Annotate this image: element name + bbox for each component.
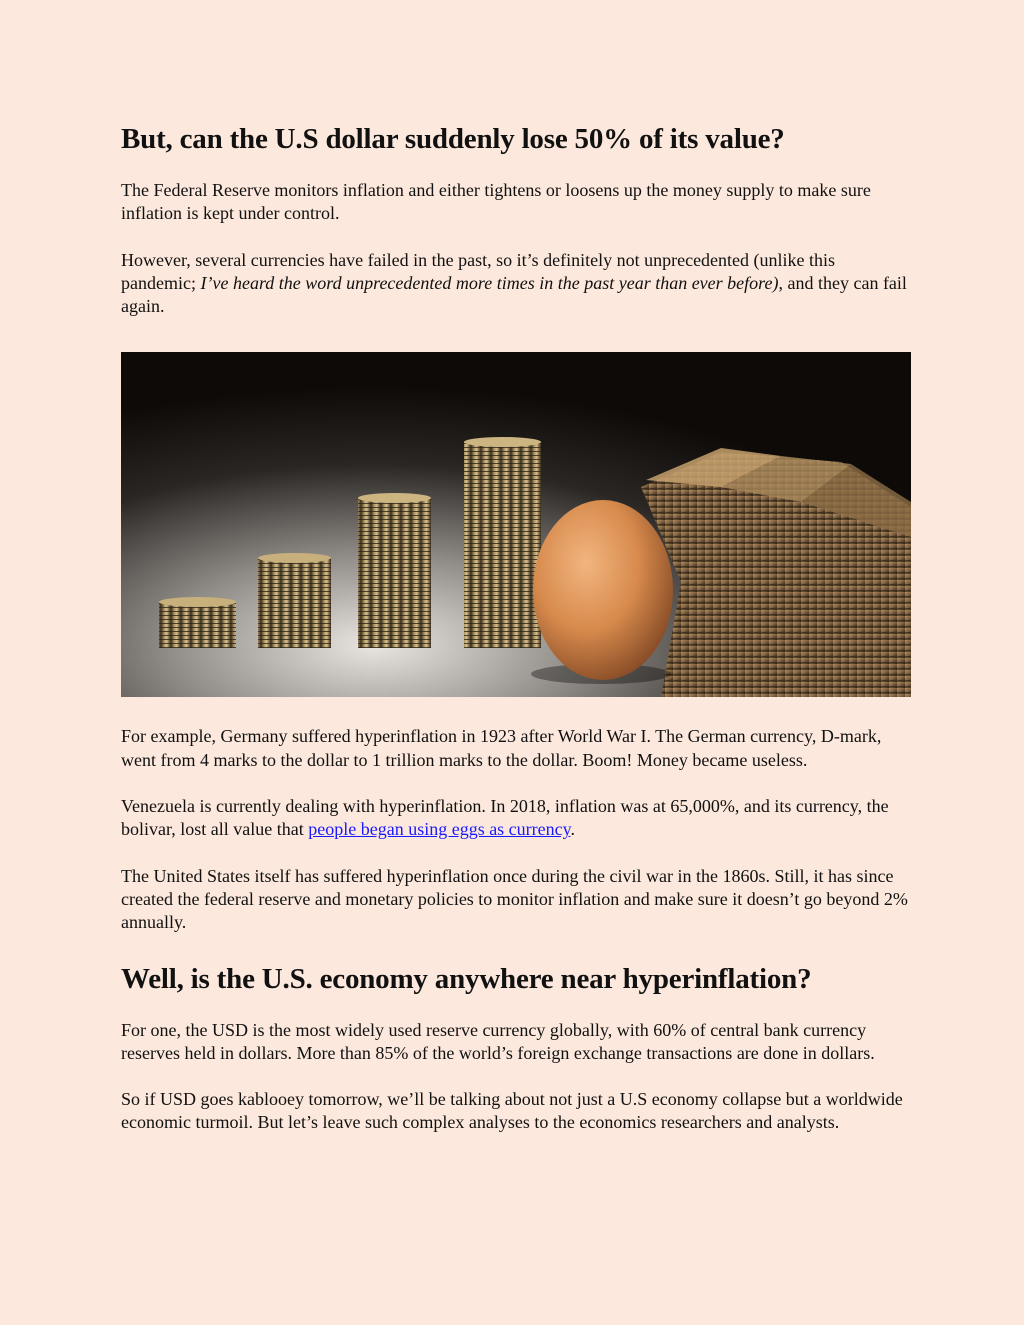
paragraph-text: Venezuela is currently dealing with hyperinflation. In 2018, inflation was at 65,000%, and its currency, the bolivar, lost all value that	[121, 796, 889, 840]
paragraph-kablooey: So if USD goes kablooey tomorrow, we’ll be talking about not just a U.S economy collapse but a worldwide economic turmoil. But let’s leave such complex analyses to the economics researchers and analysts.	[121, 1089, 903, 1133]
photo-illustration	[121, 352, 911, 697]
paragraph-text: , and they can fail again.	[121, 272, 907, 317]
coin-stack-1	[159, 597, 236, 648]
eggs-currency-link[interactable]: people began using eggs as currency	[308, 819, 571, 840]
section-heading-dollar-value: But, can the U.S dollar suddenly lose 50% of its value?	[121, 123, 785, 155]
paragraph-germany: For example, Germany suffered hyperinflation in 1923 after World War I. The German currency, D-mark, went from 4 marks to the dollar to 1 trillion marks to the dollar. Boom! Money became useless.	[121, 726, 882, 770]
paragraph-text: However, several currencies have failed in the past, so it’s definitely not unprecedented (unlike this pandemic;	[121, 249, 836, 293]
paragraph-failed-currencies	[121, 249, 911, 319]
paragraph-venezuela	[121, 795, 911, 842]
coin-stack-3	[358, 493, 431, 648]
article-body	[121, 120, 911, 1135]
coin-stack-4	[464, 437, 541, 648]
paragraph-reserve-currency: For one, the USD is the most widely used reserve currency globally, with 60% of central bank currency reserves held in dollars. More than 85% of the world’s foreign exchange transactions are done in dollars.	[121, 1019, 875, 1063]
paragraph-text: .	[570, 819, 575, 840]
coins-egg-cash-photo	[121, 352, 911, 697]
italic-aside: I’ve heard the word unprecedented more times in the past year than ever before)	[200, 272, 779, 293]
paragraph-united-states: The United States itself has suffered hyperinflation once during the civil war in the 1860s. Still, it has since created the federal reserve and monetary policies to monitor inflation and make sure it doesn’t go beyond 2% annually.	[121, 865, 908, 933]
coin-stack-2	[258, 553, 331, 648]
cash-bundle	[641, 448, 911, 697]
paragraph-federal-reserve: The Federal Reserve monitors inflation and either tightens or loosens up the money supply to make sure inflation is kept under control.	[121, 180, 871, 224]
section-heading-hyperinflation: Well, is the U.S. economy anywhere near hyperinflation?	[121, 962, 812, 995]
